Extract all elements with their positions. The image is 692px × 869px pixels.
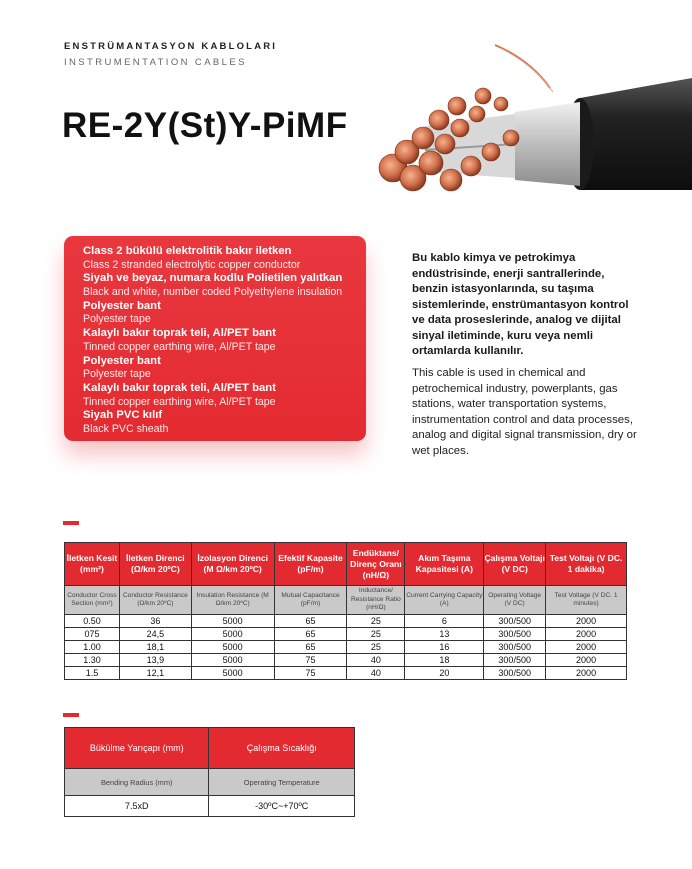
table-cell: 75 <box>274 654 347 667</box>
table-cell: 075 <box>65 628 120 641</box>
table-cell: 36 <box>119 615 191 628</box>
table-cell: 2000 <box>546 667 627 680</box>
table-subheader-cell: Operating Voltage (V DC) <box>484 586 546 615</box>
table-header-cell: İletken Direnci (Ω/km 20ºC) <box>119 543 191 586</box>
table-cell: 5000 <box>191 654 274 667</box>
construction-item-tr: Kalaylı bakır toprak teli, Al/PET bant <box>83 381 276 394</box>
table-cell: 2000 <box>546 628 627 641</box>
table-cell: 40 <box>347 654 405 667</box>
section-marker <box>63 521 79 525</box>
table-row <box>65 628 627 641</box>
construction-item-tr: Siyah ve beyaz, numara kodlu Polietilen yalıtkan <box>83 272 343 285</box>
table-cell: 300/500 <box>484 667 546 680</box>
table-subheader-row <box>65 586 627 615</box>
table-header-cell: Çalışma Voltajı (V DC) <box>484 543 546 586</box>
table-header-cell: İzolasyon Direnci (M Ω/km 20ºC) <box>191 543 274 586</box>
table-header-cell: İletken Kesit (mm²) <box>65 543 120 586</box>
construction-item-tr: Kalaylı bakır toprak teli, Al/PET bant <box>83 327 276 340</box>
construction-item-tr: Polyester bant <box>83 299 161 312</box>
table-cell: 25 <box>347 615 405 628</box>
table-row <box>65 796 355 817</box>
table-cell: 2000 <box>546 654 627 667</box>
table-header-cell: Bükülme Yarıçapı (mm) <box>65 728 209 769</box>
construction-item-en: Class 2 stranded electrolytic copper conductor <box>83 258 301 271</box>
construction-item-tr: Siyah PVC kılıf <box>83 409 163 422</box>
table-cell: 300/500 <box>484 641 546 654</box>
category-title-en: INSTRUMENTATION CABLES <box>64 57 247 68</box>
description-tr: Bu kablo kimya ve petrokimya endüstrisinde, enerji santrallerinde, benzin istasyonlarında, su taşıma sistemlerinde, enstrümantasyon kontrol ve data proseslerinde, analog ve dijital sinyal iletiminde, kuru veya nemli ortamlarda kullanılır. <box>412 252 629 357</box>
table-cell: 1.00 <box>65 641 120 654</box>
table-cell: 12,1 <box>119 667 191 680</box>
table-subheader-cell: Inductance/ Resistance Ratio (nH/Ω) <box>347 586 405 615</box>
description-en: This cable is used in chemical and petrochemical industry, powerplants, gas stations, water transportation systems, instrumentation control and data processes, analog and digital signal transmission, dry or wet places. <box>412 367 637 457</box>
table-row <box>65 654 627 667</box>
table-row <box>65 641 627 654</box>
table-cell: 18 <box>405 654 484 667</box>
table-cell: -30ºC~+70ºC <box>209 796 355 817</box>
table-cell: 40 <box>347 667 405 680</box>
table-cell: 65 <box>274 628 347 641</box>
table-cell: 300/500 <box>484 628 546 641</box>
table-cell: 5000 <box>191 628 274 641</box>
table-cell: 6 <box>405 615 484 628</box>
table-cell: 5000 <box>191 615 274 628</box>
cable-cross-section-image <box>365 40 692 215</box>
table-cell: 2000 <box>546 615 627 628</box>
product-title: RE-2Y(St)Y-PiMF <box>62 106 348 145</box>
electrical-specs-table <box>64 542 627 680</box>
table-cell: 300/500 <box>484 615 546 628</box>
table-subheader-cell: Mutual Capacitance (pF/m) <box>274 586 347 615</box>
table-subheader-cell: Conductor Cross Section (mm²) <box>65 586 120 615</box>
construction-item-en: Polyester tape <box>83 313 151 326</box>
table-cell: 65 <box>274 615 347 628</box>
table-row <box>65 667 627 680</box>
table-subheader-cell: Current Carrying Capacity (A) <box>405 586 484 615</box>
table-cell: 300/500 <box>484 654 546 667</box>
construction-item-en: Polyester tape <box>83 368 151 381</box>
construction-box <box>64 236 366 441</box>
table-subheader-cell: Bending Radius (mm) <box>65 769 209 796</box>
construction-item-en: Black PVC sheath <box>83 422 169 435</box>
table-subheader-cell: Conductor Resistance (Ω/km 20ºC) <box>119 586 191 615</box>
table-cell: 13,9 <box>119 654 191 667</box>
table-subheader-cell: Operating Temperature <box>209 769 355 796</box>
construction-item-en: Tinned copper earthing wire, Al/PET tape <box>83 340 276 353</box>
table-header-cell: Çalışma Sıcaklığı <box>209 728 355 769</box>
table-cell: 5000 <box>191 667 274 680</box>
table-row <box>65 615 627 628</box>
table-cell: 25 <box>347 628 405 641</box>
table-cell: 1.30 <box>65 654 120 667</box>
table-cell: 16 <box>405 641 484 654</box>
table-cell: 65 <box>274 641 347 654</box>
section-marker <box>63 713 79 717</box>
table-header-cell: Akım Taşıma Kapasitesi (A) <box>405 543 484 586</box>
table-cell: 24,5 <box>119 628 191 641</box>
table-subheader-cell: Test Voltage (V DC. 1 minutes) <box>546 586 627 615</box>
mechanical-specs-table <box>64 727 355 817</box>
table-cell: 2000 <box>546 641 627 654</box>
construction-item-en: Black and white, number coded Polyethylene insulation <box>83 285 343 298</box>
table-header-cell: Test Voltajı (V DC. 1 dakika) <box>546 543 627 586</box>
construction-item-tr: Polyester bant <box>83 354 161 367</box>
table-cell: 5000 <box>191 641 274 654</box>
construction-item-en: Tinned copper earthing wire, Al/PET tape <box>83 395 276 408</box>
table-cell: 20 <box>405 667 484 680</box>
table-subheader-cell: Insulation Resistance (M Ω/km 20ºC) <box>191 586 274 615</box>
table-subheader-row <box>65 769 355 796</box>
table-cell: 1.5 <box>65 667 120 680</box>
table-header-cell: Efektif Kapasite (pF/m) <box>274 543 347 586</box>
table-header-cell: Endüktans/ Direnç Oranı (nH/Ω) <box>347 543 405 586</box>
table-header-row <box>65 728 355 769</box>
table-cell: 75 <box>274 667 347 680</box>
table-cell: 13 <box>405 628 484 641</box>
table-cell: 7.5xD <box>65 796 209 817</box>
table-cell: 18,1 <box>119 641 191 654</box>
table-cell: 0.50 <box>65 615 120 628</box>
construction-item-tr: Class 2 bükülü elektrolitik bakır iletken <box>83 245 292 257</box>
category-title-tr: ENSTRÜMANTASYON KABLOLARI <box>64 41 278 52</box>
table-header-row <box>65 543 627 586</box>
table-cell: 25 <box>347 641 405 654</box>
